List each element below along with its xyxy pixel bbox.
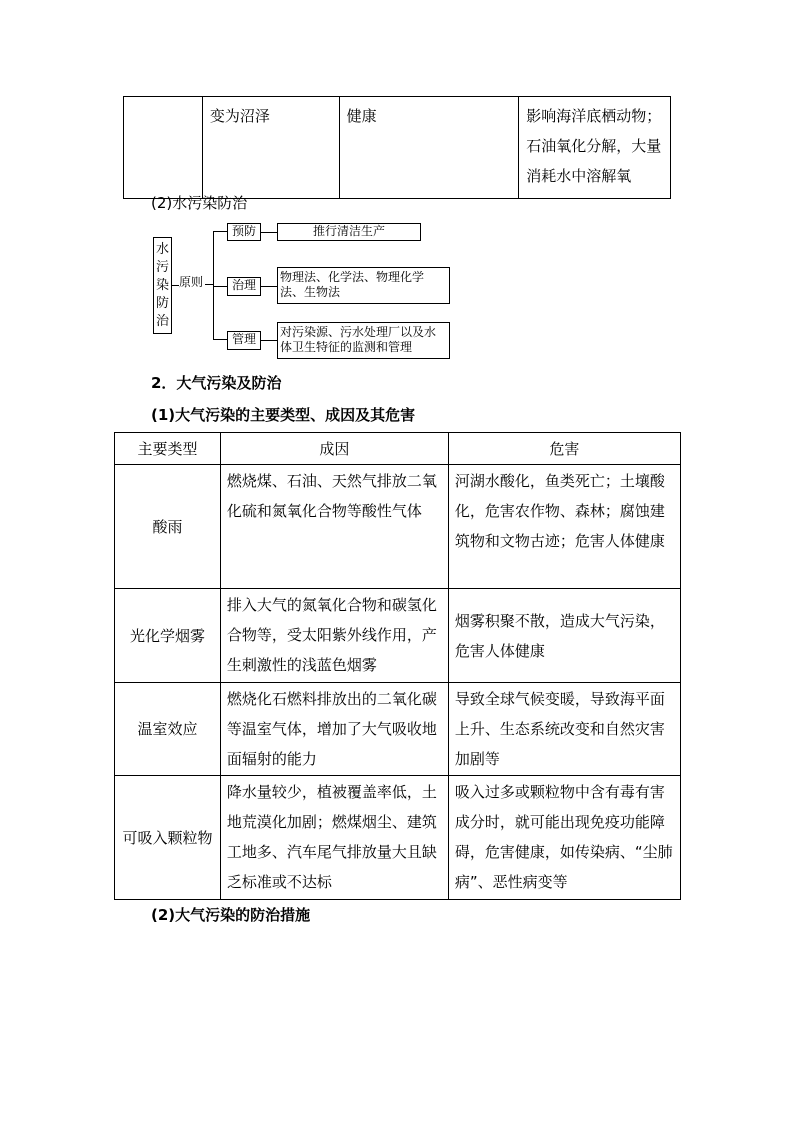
table-row — [115, 465, 681, 589]
diagram-principle-label: 原则 — [179, 275, 204, 289]
diagram-content-treatment: 物理法、化学法、物理化学法、生物法 — [277, 267, 450, 304]
table-row — [115, 683, 681, 776]
diagram-root-char: 染 — [155, 278, 169, 293]
diagram-root-char: 治 — [155, 314, 169, 329]
connector-line — [261, 340, 277, 341]
air-pollution-measures-heading: (2)大气污染的防治措施 — [151, 906, 311, 924]
pollution-harm-cell: 吸入过多或颗粒物中含有毒有害成分时，就可能出现免疫功能障碍，危害健康，如传染病、“尘肺病”、恶性病变等 — [448, 776, 680, 900]
pollution-cause-cell: 燃烧煤、石油、天然气排放二氧化硫和氮氧化合物等酸性气体 — [220, 465, 448, 589]
table-cell: 影响海洋底栖动物；石油氧化分解，大量消耗水中溶解氧 — [519, 97, 671, 199]
pollution-cause-cell: 燃烧化石燃料排放出的二氧化碳等温室气体，增加了大气吸收地面辐射的能力 — [220, 683, 448, 776]
connector-line — [261, 232, 277, 233]
diagram-root-char: 水 — [155, 242, 169, 257]
connector-line — [213, 231, 227, 232]
water-pollution-table-continuation — [123, 96, 671, 199]
table-row — [115, 589, 681, 683]
section-2-heading: 2．大气污染及防治 — [151, 374, 282, 392]
connector-line — [172, 285, 179, 286]
diagram-content-prevention: 推行清洁生产 — [277, 223, 421, 241]
connector-line — [213, 339, 227, 340]
pollution-type-cell: 光化学烟雾 — [115, 589, 221, 683]
connector-line — [261, 286, 277, 287]
pollution-harm-cell: 河湖水酸化，鱼类死亡；土壤酸化，危害农作物、森林；腐蚀建筑物和文物古迹；危害人体健康 — [448, 465, 680, 589]
diagram-branch-label-prevention: 预防 — [227, 223, 261, 241]
diagram-root-char: 污 — [155, 260, 169, 275]
water-prevention-heading: (2)水污染防治 — [151, 194, 248, 212]
diagram-root-box — [153, 237, 172, 334]
diagram-branch-label-management: 管理 — [227, 331, 261, 350]
pollution-harm-cell: 导致全球气候变暖，导致海平面上升、生态系统改变和自然灾害加剧等 — [448, 683, 680, 776]
connector-bracket — [213, 231, 214, 339]
diagram-branch-label-treatment: 治理 — [227, 277, 261, 296]
connector-line — [213, 286, 227, 287]
air-pollution-table — [114, 432, 681, 900]
column-header-type: 主要类型 — [115, 433, 221, 465]
table-header-row — [115, 433, 681, 465]
pollution-cause-cell: 排入大气的氮氧化合物和碳氢化合物等，受太阳紫外线作用，产生刺激性的浅蓝色烟雾 — [220, 589, 448, 683]
pollution-harm-cell: 烟雾积聚不散，造成大气污染，危害人体健康 — [448, 589, 680, 683]
diagram-content-management: 对污染源、污水处理厂以及水体卫生特征的监测和管理 — [277, 322, 450, 359]
column-header-harm: 危害 — [448, 433, 680, 465]
table-row — [115, 776, 681, 900]
pollution-type-cell: 温室效应 — [115, 683, 221, 776]
diagram-root-char: 防 — [155, 296, 169, 311]
table-cell: 变为沼泽 — [202, 97, 339, 199]
connector-line — [205, 284, 213, 285]
pollution-type-cell: 酸雨 — [115, 465, 221, 589]
column-header-cause: 成因 — [220, 433, 448, 465]
table-cell: 健康 — [339, 97, 519, 199]
table-row — [124, 97, 671, 199]
pollution-cause-cell: 降水量较少，植被覆盖率低，土地荒漠化加剧；燃煤烟尘、建筑工地多、汽车尾气排放量大且缺乏标准或不达标 — [220, 776, 448, 900]
table-cell-empty — [124, 97, 203, 199]
pollution-type-cell: 可吸入颗粒物 — [115, 776, 221, 900]
air-pollution-types-heading: (1)大气污染的主要类型、成因及其危害 — [151, 406, 416, 424]
